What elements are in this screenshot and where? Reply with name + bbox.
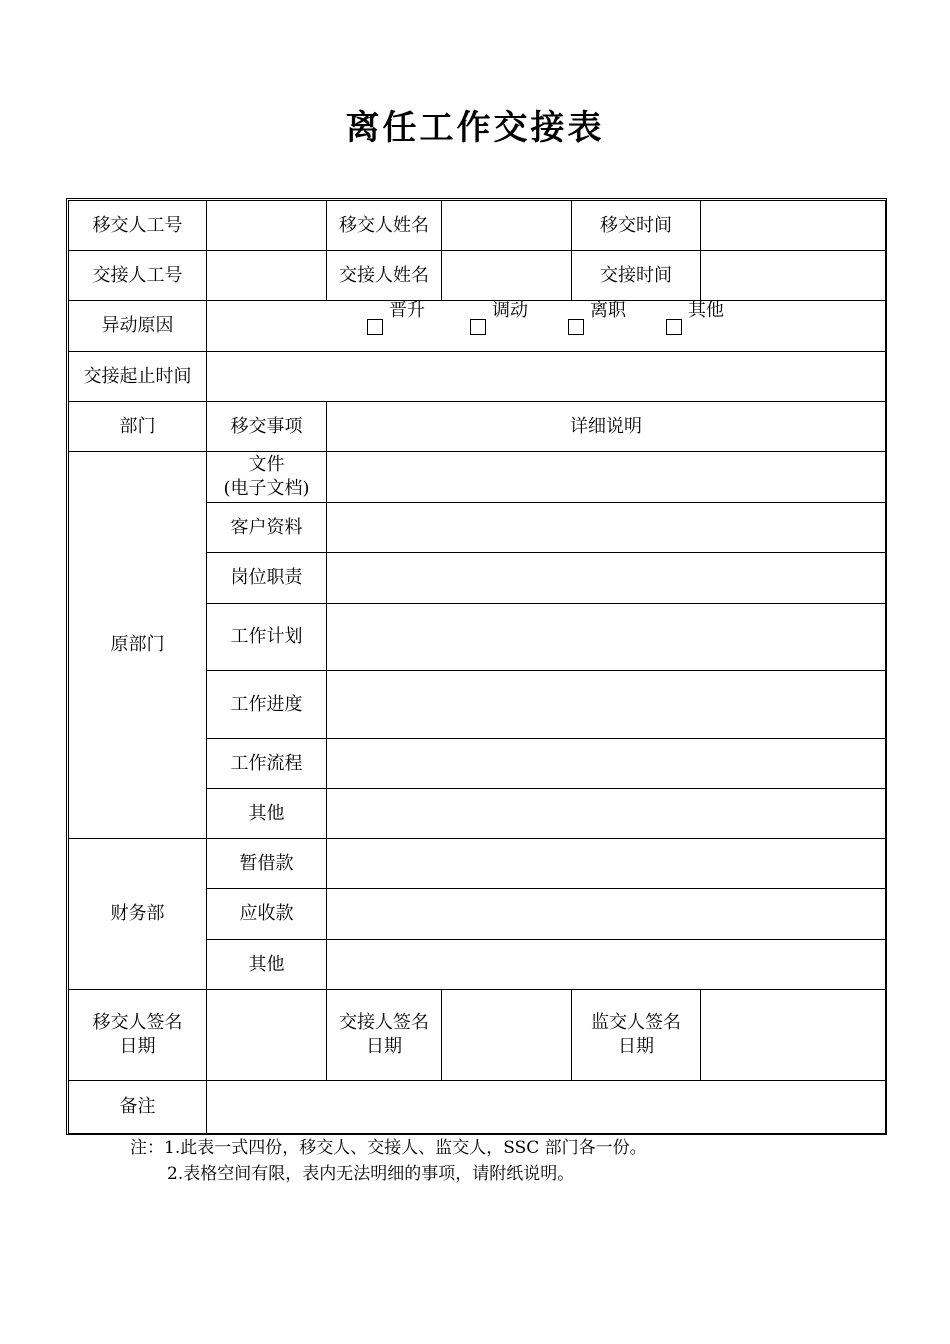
table-row: [69, 301, 886, 352]
handover-time-field[interactable]: [701, 201, 886, 251]
receiver-id-label: 交接人工号: [69, 251, 207, 301]
footnote-2: 2.表格空间有限，表内无法明细的事项，请附纸说明。: [167, 1164, 575, 1184]
item-label: 工作计划: [207, 604, 327, 671]
reason-options: [207, 301, 886, 352]
receiver-name-label: 交接人姓名: [327, 251, 442, 301]
footnotes: [130, 1135, 647, 1187]
item-detail-field[interactable]: [327, 940, 886, 990]
receiver-time-label: 交接时间: [572, 251, 701, 301]
table-row: [69, 452, 886, 503]
column-header-item: 移交事项: [207, 402, 327, 452]
handover-id-field[interactable]: [207, 201, 327, 251]
reason-option-label: 离职: [590, 300, 626, 321]
receiver-signature-field[interactable]: [442, 990, 572, 1081]
reason-label: 异动原因: [69, 301, 207, 352]
item-label: [207, 452, 327, 503]
table-row: [69, 1081, 886, 1134]
handover-signature-field[interactable]: [207, 990, 327, 1081]
item-label: 客户资料: [207, 503, 327, 553]
item-label: 工作流程: [207, 739, 327, 789]
period-label: 交接起止时间: [69, 352, 207, 402]
receiver-name-field[interactable]: [442, 251, 572, 301]
item-detail-field[interactable]: [327, 671, 886, 739]
handover-time-label: 移交时间: [572, 201, 701, 251]
column-header-dept: 部门: [69, 402, 207, 452]
footnote-1: 注：1.此表一式四份，移交人、交接人、监交人，SSC 部门各一份。: [130, 1138, 647, 1158]
handover-name-field[interactable]: [442, 201, 572, 251]
checkbox-icon[interactable]: [470, 319, 486, 335]
reason-option-label: 晋升: [389, 300, 425, 321]
item-label-text: 文件 (电子文档): [223, 454, 310, 499]
item-detail-field[interactable]: [327, 839, 886, 889]
handover-id-label: 移交人工号: [69, 201, 207, 251]
checkbox-icon[interactable]: [367, 319, 383, 335]
table-row: [69, 251, 886, 301]
remark-field[interactable]: [207, 1081, 886, 1134]
checkbox-icon[interactable]: [568, 319, 584, 335]
handover-signature-label: [69, 990, 207, 1081]
handover-signature-text: 移交人签名 日期: [92, 1012, 183, 1057]
item-detail-field[interactable]: [327, 604, 886, 671]
table-row: [69, 352, 886, 402]
dept-original: 原部门: [69, 452, 207, 839]
receiver-signature-label: [327, 990, 442, 1081]
remark-label: 备注: [69, 1081, 207, 1134]
item-detail-field[interactable]: [327, 452, 886, 503]
item-label: 其他: [207, 789, 327, 839]
page-title: 离任工作交接表: [345, 108, 605, 148]
item-label: 岗位职责: [207, 553, 327, 604]
table-row: [69, 990, 886, 1081]
item-label: 应收款: [207, 889, 327, 940]
handover-name-label: 移交人姓名: [327, 201, 442, 251]
reason-option-label: 调动: [492, 300, 528, 321]
table-row: [69, 201, 886, 251]
item-label: 其他: [207, 940, 327, 990]
item-detail-field[interactable]: [327, 789, 886, 839]
handover-form-table: [68, 200, 886, 1134]
receiver-signature-text: 交接人签名 日期: [339, 1012, 429, 1057]
reason-option-label: 其他: [688, 300, 724, 321]
item-detail-field[interactable]: [327, 503, 886, 553]
checkbox-icon[interactable]: [666, 319, 682, 335]
item-detail-field[interactable]: [327, 739, 886, 789]
period-field[interactable]: [207, 352, 886, 402]
item-detail-field[interactable]: [327, 889, 886, 940]
table-row: [69, 839, 886, 889]
item-detail-field[interactable]: [327, 553, 886, 604]
receiver-id-field[interactable]: [207, 251, 327, 301]
dept-finance: 财务部: [69, 839, 207, 990]
supervisor-signature-text: 监交人签名 日期: [591, 1012, 681, 1057]
supervisor-signature-field[interactable]: [701, 990, 886, 1081]
supervisor-signature-label: [572, 990, 701, 1081]
column-header-detail: 详细说明: [327, 402, 886, 452]
receiver-time-field[interactable]: [701, 251, 886, 301]
item-label: 工作进度: [207, 671, 327, 739]
table-row: [69, 402, 886, 452]
item-label: 暂借款: [207, 839, 327, 889]
